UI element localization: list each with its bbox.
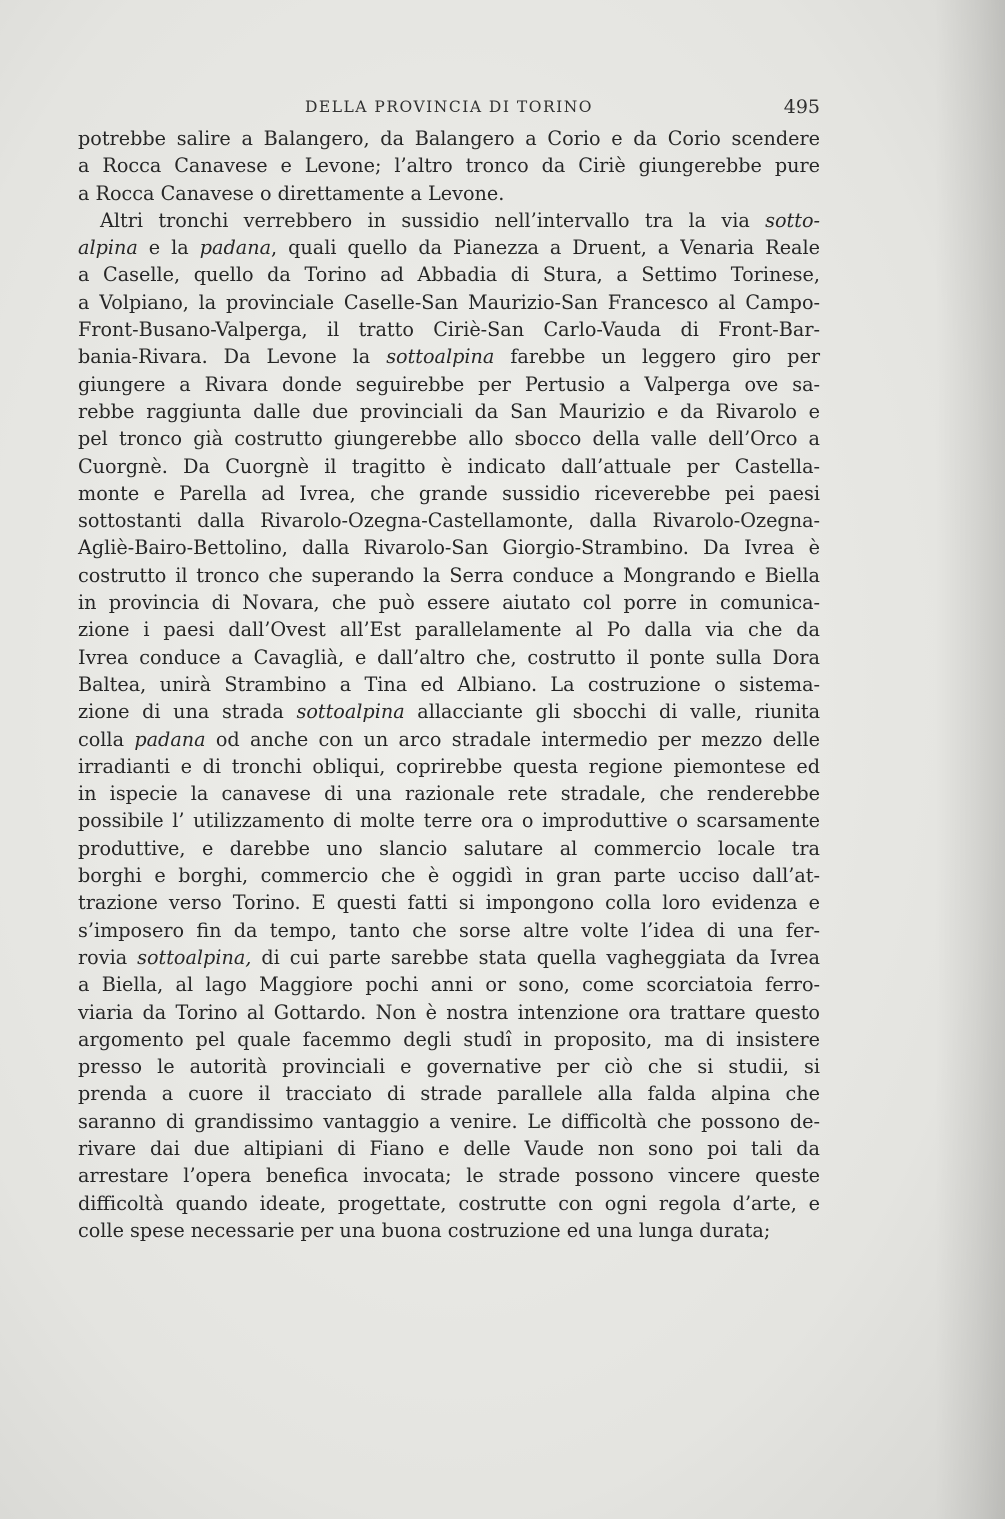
text-run: in ispecie la canavese di una razionale rete stradale, che renderebbe: [78, 782, 820, 806]
text-run: zione i paesi dall’Ovest all’Est parallelamente al Po dalla via che da: [78, 618, 820, 642]
text-run: costrutto il tronco che superando la Serra conduce a Mongrando e Biella: [78, 563, 820, 587]
italic-term: padana: [134, 727, 206, 751]
text-line: [78, 152, 820, 179]
text-line: [78, 289, 820, 316]
text-run: presso le autorità provinciali e governative per ciò che si studii, si: [78, 1055, 820, 1079]
text-run: in provincia di Novara, che può essere aiutato col porre in comunica-: [78, 591, 820, 615]
text-run: colle spese necessarie per una buona costruzione ed una lunga durata;: [78, 1218, 771, 1242]
text-run: argomento pel quale facemmo degli studî in proposito, ma di insistere: [78, 1027, 820, 1051]
text-line: [78, 726, 820, 753]
text-line: [78, 862, 820, 889]
text-line: [78, 753, 820, 780]
text-run: rovia: [78, 945, 138, 969]
text-run: zione di una strada: [78, 700, 297, 724]
text-run: irradianti e di tronchi obliqui, coprirebbe questa regione piemontese ed: [78, 754, 820, 778]
text-line: [78, 971, 820, 998]
text-line: [78, 944, 820, 971]
text-line: [78, 1190, 820, 1217]
running-title: DELLA PROVINCIA DI TORINO: [304, 98, 594, 116]
text-line: [78, 835, 820, 862]
text-line: [78, 1108, 820, 1135]
text-run: viaria da Torino al Gottardo. Non è nostra intenzione ora trattare questo: [78, 1000, 820, 1024]
text-run: Altri tronchi verrebbero in sussidio nell’intervallo tra la via: [100, 208, 766, 232]
text-line: [78, 261, 820, 288]
italic-term: padana: [199, 236, 272, 260]
text-run: Front-Busano-Valperga, il tratto Ciriè-San Carlo-Vauda di Front-Bar-: [78, 318, 820, 342]
text-line: [78, 698, 820, 725]
text-run: monte e Parella ad Ivrea, che grande sussidio riceverebbe pei paesi: [78, 481, 820, 505]
text-line: [78, 1026, 820, 1053]
text-line: [78, 207, 820, 234]
text-line: [78, 644, 820, 671]
text-run: pel tronco già costrutto giungerebbe allo sbocco della valle dell’Orco a: [78, 427, 820, 451]
text-run: s’imposero fin da tempo, tanto che sorse altre volte l’idea di una fer-: [78, 918, 820, 942]
text-line: [78, 889, 820, 916]
text-line: [78, 180, 820, 207]
text-line: [78, 125, 820, 152]
binding-shadow: [935, 0, 1005, 1519]
page-number: 495: [783, 96, 820, 118]
text-line: [78, 1053, 820, 1080]
text-run: trazione verso Torino. E questi fatti si impongono colla loro evidenza e: [78, 891, 820, 915]
text-run: Baltea, unirà Strambino a Tina ed Albiano. La costruzione o sistema-: [78, 672, 820, 696]
page-header: [78, 96, 820, 120]
text-run: od anche con un arco stradale intermedio per mezzo delle: [205, 727, 820, 751]
text-run: saranno di grandissimo vantaggio a venire. Le difficoltà che possono de-: [78, 1109, 820, 1133]
text-run: di cui parte sarebbe stata quella vagheggiata da Ivrea: [251, 945, 820, 969]
text-run: potrebbe salire a Balangero, da Balangero a Corio e da Corio scendere: [78, 127, 820, 150]
text-run: bania-Rivara. Da Levone la: [78, 345, 387, 369]
italic-term: sottoalpina,: [137, 945, 252, 969]
text-line: [78, 1135, 820, 1162]
text-line: [78, 1080, 820, 1107]
text-line: [78, 398, 820, 425]
text-line: [78, 1162, 820, 1189]
text-line: [78, 316, 820, 343]
text-run: difficoltà quando ideate, progettate, costrutte con ogni regola d’arte, e: [78, 1191, 820, 1215]
text-run: a Rocca Canavese o direttamente a Levone.: [78, 181, 505, 205]
text-run: rebbe raggiunta dalle due provinciali da San Maurizio e da Rivarolo e: [78, 399, 820, 423]
text-run: produttive, e darebbe uno slancio salutare al commercio locale tra: [78, 836, 820, 860]
text-line: [78, 589, 820, 616]
text-run: a Caselle, quello da Torino ad Abbadia di Stura, a Settimo Torinese,: [78, 263, 820, 287]
text-run: e la: [137, 236, 200, 260]
text-run: allacciante gli sbocchi di valle, riunita: [404, 700, 821, 724]
body-text: [78, 125, 820, 1244]
italic-term: sottoalpina: [386, 345, 495, 369]
text-line: [78, 616, 820, 643]
text-run: a Rocca Canavese e Levone; l’altro tronco da Ciriè giungerebbe pure: [78, 154, 820, 178]
text-line: [78, 507, 820, 534]
text-run: colla: [78, 727, 135, 751]
text-line: [78, 671, 820, 698]
text-line: [78, 780, 820, 807]
text-run: borghi e borghi, commercio che è oggidì in gran parte ucciso dall’at-: [78, 864, 820, 888]
text-run: Agliè-Bairo-Bettolino, dalla Rivarolo-San Giorgio-Strambino. Da Ivrea è: [78, 536, 820, 560]
text-line: [78, 999, 820, 1026]
text-line: [78, 807, 820, 834]
italic-term: sottoalpina: [296, 700, 405, 724]
text-line: [78, 480, 820, 507]
text-run: farebbe un leggero giro per: [494, 345, 820, 369]
text-run: prenda a cuore il tracciato di strade parallele alla falda alpina che: [78, 1082, 820, 1106]
text-line: [78, 343, 820, 370]
text-line: [78, 371, 820, 398]
italic-term: sotto-: [765, 208, 820, 232]
text-run: sottostanti dalla Rivarolo-Ozegna-Castellamonte, dalla Rivarolo-Ozegna-: [78, 509, 820, 533]
text-line: [78, 534, 820, 561]
italic-term: alpina: [78, 236, 138, 260]
text-run: , quali quello da Pianezza a Druent, a Venaria Reale: [271, 236, 820, 260]
text-run: possibile l’ utilizzamento di molte terre ora o improduttive o scarsamente: [78, 809, 820, 833]
text-run: giungere a Rivara donde seguirebbe per Pertusio a Valperga ove sa-: [78, 372, 820, 396]
text-run: rivare dai due altipiani di Fiano e delle Vaude non sono poi tali da: [78, 1136, 820, 1160]
text-run: arrestare l’opera benefica invocata; le strade possono vincere queste: [78, 1164, 820, 1188]
text-line: [78, 1217, 820, 1244]
text-run: Cuorgnè. Da Cuorgnè il tragitto è indicato dall’attuale per Castella-: [78, 454, 820, 478]
text-line: [78, 562, 820, 589]
text-line: [78, 917, 820, 944]
text-line: [78, 425, 820, 452]
text-run: Ivrea conduce a Cavaglià, e dall’altro che, costrutto il ponte sulla Dora: [78, 645, 820, 669]
text-line: [78, 453, 820, 480]
text-run: a Biella, al lago Maggiore pochi anni or sono, come scorciatoia ferro-: [78, 973, 820, 997]
text-line: [78, 234, 820, 261]
text-run: a Volpiano, la provinciale Caselle-San Maurizio-San Francesco al Campo-: [78, 290, 820, 314]
